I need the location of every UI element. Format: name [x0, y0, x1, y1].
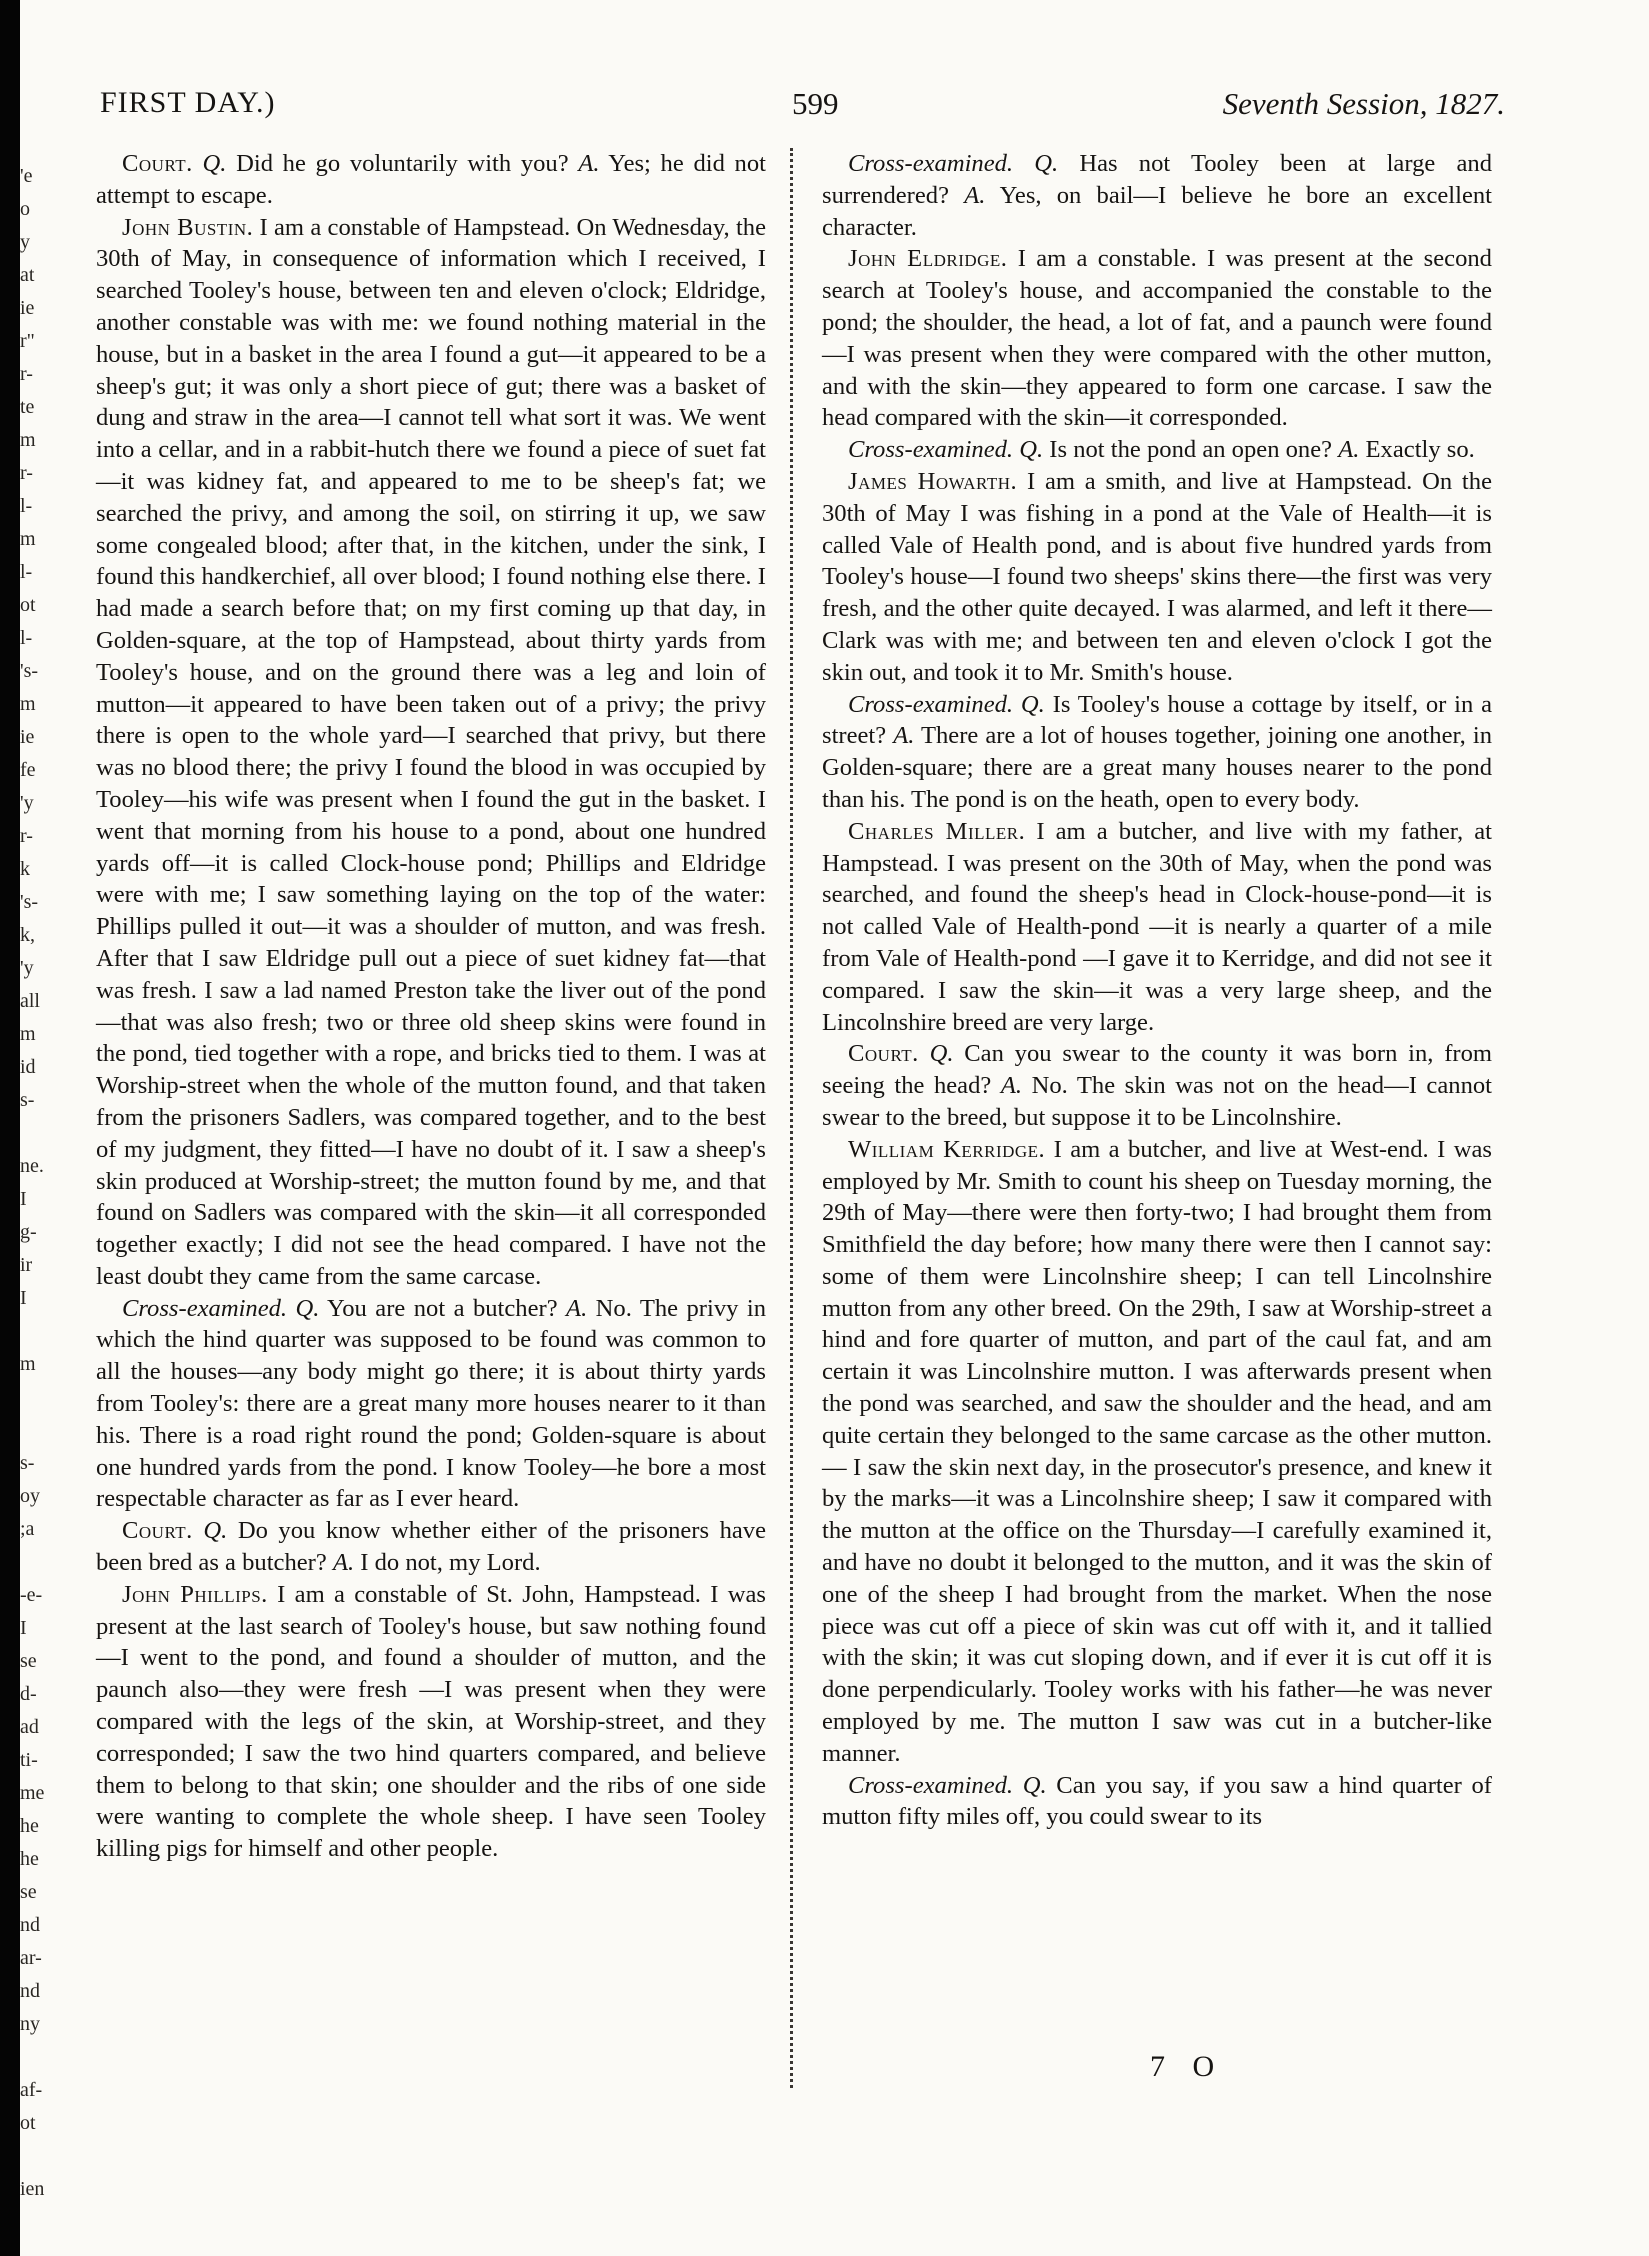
text-run: Did he go voluntarily with you? — [226, 150, 579, 177]
text-run: Can you swear to the county it was born in, from seeing the head? — [822, 1040, 1493, 1100]
text-run: I am a butcher, and live with my father, at Hampstead. I was present on the 30th of May, when the pond was searched, and found the sheep's head in Clock-house-pond—it is not called Vale of Health-pond —it is nearly a quarter of a mile from Vale of Health-pond —I gave it to Kerridge, and did not see it compared. I saw the skin—it was a very large sheep, and the Lincolnshire breed are very large. — [822, 817, 1492, 1036]
italic-text: Cross-examined. — [122, 1294, 288, 1322]
paragraph — [96, 148, 766, 212]
italic-text: A. — [566, 1294, 588, 1322]
margin-fragment: id — [20, 1056, 36, 1078]
margin-fragment: l- — [20, 495, 33, 517]
text-run: Is not the pond an open one? — [1043, 436, 1339, 464]
margin-fragment: r- — [20, 363, 33, 385]
margin-fragment: l- — [20, 561, 33, 583]
right-column — [822, 148, 1492, 1833]
text-run — [193, 1517, 204, 1544]
margin-fragment: 's- — [20, 891, 39, 913]
margin-fragment: s- — [20, 1452, 35, 1474]
margin-fragment: r" — [20, 330, 35, 352]
text-run — [1013, 691, 1021, 718]
text-run — [1013, 1772, 1023, 1799]
paragraph — [822, 1038, 1492, 1133]
margin-fragment: d- — [20, 1683, 37, 1705]
italic-text: Cross-examined. — [848, 1771, 1014, 1799]
paragraph — [96, 1579, 766, 1865]
text-run: I am a constable of St. John, Hampstead. I was present at the last search of Tooley's house, but saw nothing found—I went to the pond, and found a shoulder of mutton, and the paunch also—they were fresh —I was present when they were compared with the legs of the skin, at Worship-street, and they corresponded; I saw the two hind quarters compared, and believe them to belong to that skin; one shoulder and the ribs of one side were wanting to complete the whole sheep. I have seen Tooley killing pigs for himself and other people. — [96, 1580, 766, 1863]
italic-text: A. — [893, 722, 915, 750]
running-head-right: Seventh Session, 1827. — [1222, 86, 1505, 121]
margin-fragment — [20, 2041, 56, 2074]
margin-fragment: m — [20, 528, 36, 550]
speaker-name: James Howarth. — [848, 467, 1018, 495]
paragraph — [822, 466, 1492, 689]
text-run: Has not Tooley been at large and surrendered? — [822, 150, 1492, 209]
margin-fragment: I — [20, 1188, 27, 1210]
page-number: 599 — [792, 86, 839, 121]
margin-fragment: fe — [20, 759, 36, 781]
margin-fragment: af- — [20, 2079, 43, 2101]
italic-text: Cross-examined. — [848, 436, 1014, 464]
speaker-name: John Eldridge. — [848, 245, 1008, 273]
margin-fragment: ar- — [20, 1947, 42, 1969]
speaker-name: Charles Miller. — [848, 817, 1026, 845]
margin-fragment: m — [20, 429, 36, 451]
italic-text: Q. — [295, 1294, 320, 1322]
margin-fragment: all — [20, 990, 40, 1012]
margin-fragment: g- — [20, 1221, 37, 1243]
text-run: I am a constable. I was present at the second search at Tooley's house, and accompanied the constable to the pond; the shoulder, the head, a lot of fat, and a paunch were found—I was present when they were compared with the other mutton, and with the skin—they appeared to form one carcase. I saw the head compared with the skin—it corresponded. — [822, 245, 1492, 432]
signature-mark: 7 O — [1150, 2050, 1225, 2083]
margin-fragment: he — [20, 1815, 39, 1837]
margin-fragment: r- — [20, 462, 33, 484]
margin-fragment: ;a — [20, 1518, 35, 1540]
margin-fragment: 'y — [20, 957, 34, 979]
italic-text: Q. — [929, 1040, 954, 1068]
margin-fragment: se — [20, 1881, 37, 1903]
italic-text: A. — [1000, 1072, 1023, 1100]
margin-fragment: se — [20, 1650, 37, 1672]
margin-fragment — [20, 2140, 56, 2173]
left-column — [96, 148, 766, 1865]
margin-fragment: m — [20, 1353, 36, 1375]
text-run — [919, 1040, 930, 1067]
paragraph — [822, 434, 1492, 466]
text-run: Is Tooley's house a cottage by itself, or in a street? — [822, 690, 1493, 750]
paragraph — [96, 212, 766, 1293]
margin-fragment: s- — [20, 1089, 35, 1111]
italic-text: Q. — [1020, 690, 1045, 718]
text-run: You are not a butcher? — [319, 1294, 567, 1322]
margin-fragment: te — [20, 396, 35, 418]
text-run: There are a lot of houses together, joining one another, in Golden-square; there are a great many houses nearer to the pond than his. The pond is on the heath, open to every body. — [822, 722, 1493, 813]
text-run: I am a butcher, and live at West-end. I was employed by Mr. Smith to count his sheep on Tuesday morning, the 29th of May—there were then forty-two; I had brought them from Smithfield the day before; how many there were then I cannot say: some of them were Lincolnshire sheep; I can tell Lincolnshire mutton from any other breed. On the 29th, I saw at Worship-street a hind and fore quarter of mutton, and part of the caul fat, and am certain it was Lincolnshire mutton. I was afterwards present when the pond was searched, and saw the shoulder and the head, and am quite certain they belonged to the same carcase as the other mutton.— I saw the skin next day, in the prosecutor's presence, and knew it by the marks—it was a Lincolnshire sheep; I saw it compared with the mutton at the office on the Thursday—I carefully examined it, and have no doubt it belonged to the mutton, and it was the skin of one of the sheep I had brought from the market. When the nose piece was cut off a piece of skin was cut off with it, and it tallied with the skin; it was cut sloping down, and if ever it is cut off it is done perpendicularly. Tooley works with his father—he was never employed by me. The mutton I saw was cut in a butcher-like manner. — [822, 1135, 1492, 1767]
margin-fragment: -e- — [20, 1584, 43, 1606]
margin-fragment: 'e — [20, 165, 33, 187]
margin-fragment: oy — [20, 1485, 40, 1507]
margin-fragment: ie — [20, 726, 35, 748]
margin-fragment — [20, 1381, 56, 1414]
text-run: I do not, my Lord. — [354, 1549, 541, 1577]
margin-fragment: 'y — [20, 792, 34, 814]
margin-fragment: ir — [20, 1254, 33, 1276]
margin-fragment: k, — [20, 924, 35, 946]
speaker-name: William Kerridge. — [848, 1135, 1046, 1163]
margin-fragment: 's- — [20, 660, 39, 682]
paragraph — [822, 1770, 1492, 1834]
text-run: I am a constable of Hampstead. On Wednesday, the 30th of May, in consequence of information which I received, I searched Tooley's house, between ten and eleven o'clock; Eldridge, another constable was with me: we found nothing material in the house, but in a basket in the area I found a gut—it appeared to be a sheep's gut; it was only a short piece of gut; there was a basket of dung and straw in the area—I cannot tell what sort it was. We went into a cellar, and in a rabbit-hutch there we found a piece of suet fat—it was kidney fat, and appeared to me to be sheep's fat; we searched the privy, and among the soil, on stirring it up, we saw some congealed blood; after that, in the kitchen, under the sink, I found this handkerchief, all over blood; I found nothing else there. I had made a search before that; on my first coming up that day, in Golden-square, at the top of Hampstead, about thirty yards from Tooley's house, and on the ground there was a leg and loin of mutton—it appeared to have been taken out of a privy; the privy there is open to the whole yard—I searched that privy, but there was no blood there; the privy I found the blood in was occupied by Tooley—his wife was present when I found the gut in the basket. I went that morning from his house to a pond, about one hundred yards off—it is called Clock-house pond; Phillips and Eldridge were with me; I saw something laying on the top of the water: Phillips pulled it out—it was a shoulder of mutton, and was fresh. After that I saw Eldridge pull out a piece of suet kidney fat—that was fresh. I saw a lad named Preston take the liver out of the pond—that was also fresh; two or three old sheep skins were found in the pond, tied together with a rope, and bricks tied to them. I was at Worship-street when the whole of the mutton found, and that taken from the prisoners Sadlers, was compared together, and to the best of my judgment, they fitted—I have no doubt of it. I saw a sheep's skin produced at Worship-street; the mutton found by me, and that found on Sadlers was compared with the skin—it all corresponded together exactly; I did not see the head compared. I have not the least doubt they came from the same carcase. — [96, 213, 766, 1290]
text-run — [287, 1295, 295, 1322]
italic-text: Q. — [202, 150, 227, 177]
text-run: Yes, on bail—I believe he bore an excellent character. — [822, 181, 1493, 241]
speaker-name: John Phillips. — [122, 1580, 268, 1608]
paragraph — [96, 1515, 766, 1579]
margin-fragment: ot — [20, 594, 36, 616]
paragraph — [822, 689, 1492, 816]
text-run: No. The privy in which the hind quarter was supposed to be found was common to all the houses—any body might go there; it is about thirty yards from Tooley's: there are a great many more houses nearer to it than his. There is a road right round the pond; Golden-square is about one hundred yards from the pond. I know Tooley—he bore a most respectable character as far as I ever heard. — [96, 1294, 766, 1513]
margin-fragment: m — [20, 1023, 36, 1045]
margin-fragment: r- — [20, 825, 33, 847]
speaker-name: John Bustin. — [122, 213, 254, 241]
paragraph — [822, 816, 1492, 1039]
margin-fragment: ti- — [20, 1749, 38, 1771]
margin-fragment: he — [20, 1848, 39, 1870]
italic-text: A. — [578, 150, 600, 177]
text-run: I am a smith, and live at Hampstead. On the 30th of May I was fishing in a pond at the Vale of Health—it is called Vale of Health pond, and is about five hundred yards from Tooley's house—I found two sheeps' skins there—the first was very fresh, and the other quite decayed. I was alarmed, and left it there—Clark was with me; and between ten and eleven o'clock I got the skin out, and took it to Mr. Smith's house. — [822, 467, 1492, 686]
margin-fragment — [20, 1315, 56, 1348]
margin-fragment: m — [20, 693, 36, 715]
italic-text: Q. — [1019, 436, 1044, 464]
italic-text: Q. — [1022, 1771, 1047, 1799]
margin-fragment: ad — [20, 1716, 39, 1738]
margin-fragment: at — [20, 264, 35, 286]
column-rule — [790, 148, 793, 2088]
italic-text: A. — [1338, 436, 1360, 464]
speaker-name: Court. — [848, 1040, 919, 1068]
margin-fragment: ot — [20, 2112, 36, 2134]
italic-text: Cross-examined. — [848, 150, 1014, 177]
text-run: No. The skin was not on the head—I cannot swear to the breed, but suppose it to be Lincolnshire. — [822, 1072, 1492, 1131]
margin-bleed-through — [20, 160, 56, 2200]
paragraph — [96, 1293, 766, 1516]
margin-fragment: nd — [20, 1914, 40, 1936]
paragraph — [822, 243, 1492, 434]
margin-fragment: me — [20, 1782, 45, 1804]
margin-fragment — [20, 1414, 56, 1447]
margin-fragment: I — [20, 1287, 27, 1309]
margin-fragment: k — [20, 858, 30, 880]
italic-text: A. — [964, 181, 986, 209]
margin-fragment: I — [20, 1617, 27, 1639]
margin-fragment — [20, 1117, 56, 1150]
paragraph — [822, 148, 1492, 243]
italic-text: Q. — [203, 1517, 228, 1545]
text-run — [1013, 150, 1034, 177]
text-run: Exactly so. — [1359, 436, 1475, 464]
margin-fragment: l- — [20, 627, 33, 649]
speaker-name: Court. — [122, 1517, 193, 1545]
margin-fragment: ien — [20, 2178, 45, 2200]
text-run: Yes; he did not attempt to escape. — [96, 150, 766, 209]
italic-text: Cross-examined. — [848, 690, 1014, 718]
paragraph — [822, 1134, 1492, 1770]
margin-fragment — [20, 1546, 56, 1579]
margin-fragment: ie — [20, 297, 35, 319]
text-run: Can you say, if you saw a hind quarter of mutton fifty miles off, you could swear to its — [822, 1771, 1492, 1831]
margin-fragment: ne. — [20, 1155, 44, 1177]
text-run — [193, 150, 203, 177]
speaker-name: Court. — [122, 150, 193, 177]
margin-fragment: o — [20, 198, 30, 220]
binding-edge — [0, 0, 20, 2256]
running-head — [100, 86, 1505, 126]
italic-text: A. — [332, 1549, 355, 1577]
text-run: Do you know whether either of the prisoners have been bred as a butcher? — [96, 1517, 767, 1577]
margin-fragment: nd — [20, 1980, 40, 2002]
italic-text: Q. — [1034, 150, 1059, 177]
margin-fragment: y — [20, 231, 30, 253]
running-head-left: FIRST DAY.) — [100, 86, 276, 119]
margin-fragment: ny — [20, 2013, 40, 2035]
